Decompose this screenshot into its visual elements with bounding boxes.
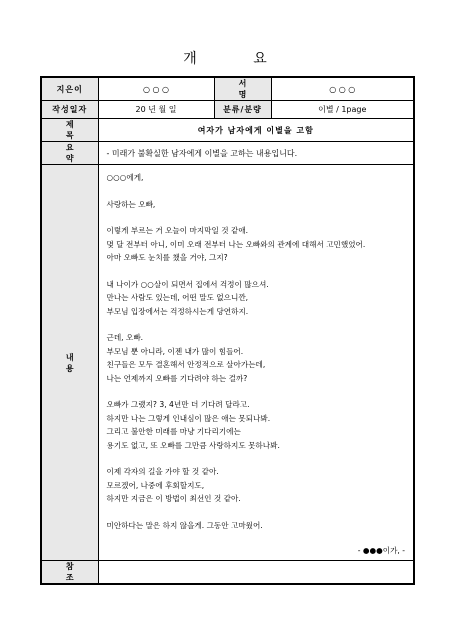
letter-line: 모르겠어, 나중에 후회할지도,	[106, 480, 205, 490]
subject-label: 제 목	[41, 119, 98, 142]
letter-line: 용기도 없고, 또 오빠를 그만큼 사랑하지도 못하나봐.	[106, 440, 280, 450]
letter-text	[107, 171, 406, 532]
content-label: 내 용	[41, 165, 98, 561]
summary-value: - 미래가 불확실한 남자에게 이별을 고하는 내용입니다.	[98, 142, 414, 165]
signature-value: ○ ○ ○	[271, 77, 414, 101]
letter-paragraph	[107, 519, 406, 533]
letter-line: ○○○에게,	[106, 173, 144, 182]
reference-value	[98, 561, 414, 585]
letter-line: 오빠가 그랬지? 3, 4년만 더 기다려 달라고.	[106, 400, 250, 409]
author-label: 지은이	[41, 77, 98, 101]
closing-signature: - ●●●이가, -	[357, 546, 405, 555]
letter-paragraph	[107, 198, 406, 212]
letter-line: 이렇게 부르는 거 오늘이 마지막일 것 같애.	[106, 226, 249, 235]
letter-line: 사랑하는 오빠,	[106, 199, 156, 209]
letter-paragraph	[107, 331, 406, 385]
subject-value: 여자가 남자에게 이별을 고함	[98, 119, 414, 142]
category-value: 이별 / 1page	[271, 101, 414, 119]
letter-paragraph	[107, 278, 406, 319]
letter-line: 이제 각자의 길을 가야 할 것 같아.	[106, 467, 219, 476]
letter-line: 아마 오빠도 눈치를 챘을 거야, 그지?	[106, 253, 228, 262]
letter-line: 만나는 사람도 있는데, 어떤 말도 없으니깐,	[106, 293, 249, 302]
letter-line: 부모님 뿐 아니라, 이젠 내가 많이 힘들어.	[106, 346, 244, 356]
letter-line: 내 나이가 ○○살이 되면서 집에서 걱정이 많으셔.	[106, 279, 269, 289]
author-value: ○ ○ ○	[98, 77, 214, 101]
letter-line: 미안하다는 말은 하지 않을게. 그동안 고마웠어.	[106, 520, 263, 530]
letter-paragraph	[107, 398, 406, 452]
letter-line: 부모님 입장에서는 걱정하시는게 당연하지.	[106, 306, 249, 316]
letter-paragraph	[107, 224, 406, 265]
letter-line: 나는 언제까지 오빠를 기다려야 하는 걸까?	[106, 373, 248, 383]
page-title: 개 요	[183, 51, 293, 67]
signature-label: 서 명	[214, 77, 271, 101]
letter-line: 근데, 오빠.	[106, 333, 144, 342]
letter-line: 그리고 불안한 미래를 마냥 기다리기에는	[106, 427, 241, 436]
letter-line: 하지만 나는 그렇게 인내심이 많은 애는 못되나봐.	[106, 413, 271, 423]
content-body	[98, 165, 414, 561]
reference-label: 참 조	[41, 561, 98, 585]
category-label: 분류/분량	[214, 101, 271, 119]
letter-paragraph	[107, 465, 406, 506]
letter-line: 하지만 지금은 이 방법이 최선인 것 같아.	[106, 494, 241, 503]
date-value: 20 년 월 일	[98, 101, 214, 119]
overview-form	[40, 76, 415, 585]
letter-paragraph	[107, 171, 406, 185]
letter-line: 친구들은 모두 결혼해서 안정적으로 살아가는데,	[106, 360, 266, 369]
date-label: 작성일자	[41, 101, 98, 119]
letter-line: 몇 달 전부터 아니, 이미 오래 전부터 나는 오빠와의 관계에 대해서 고민했었어.	[106, 239, 366, 249]
summary-label: 요 약	[41, 142, 98, 165]
